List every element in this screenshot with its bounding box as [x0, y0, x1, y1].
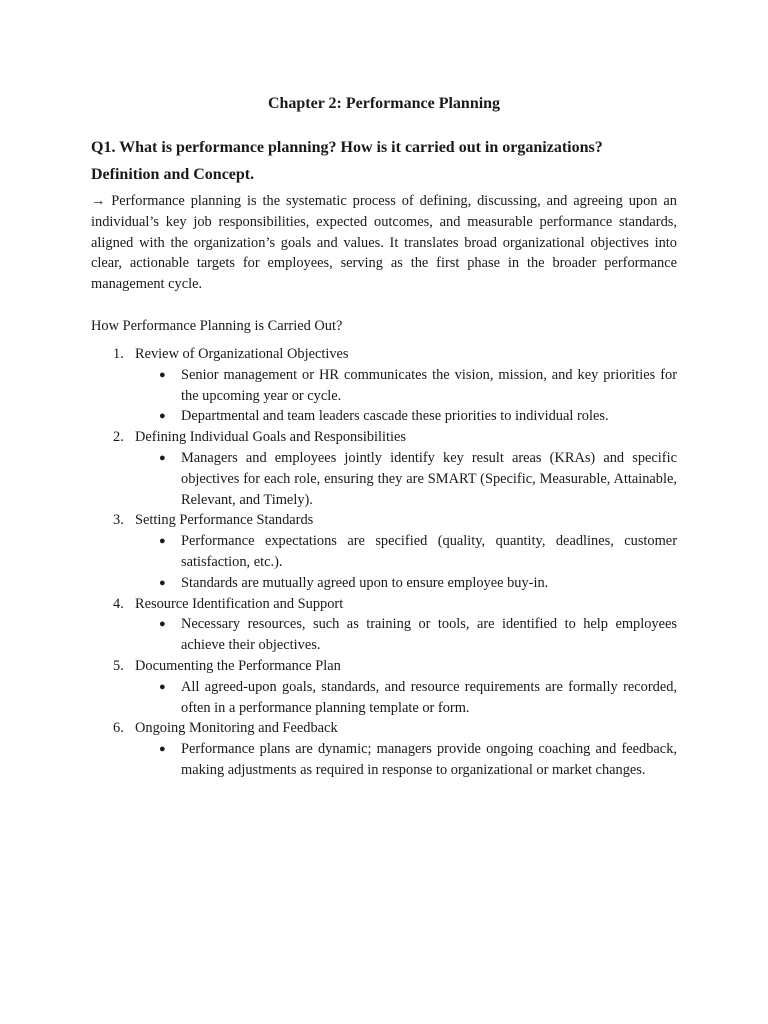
step-number: 2. [113, 429, 124, 446]
step-item [91, 718, 677, 780]
step-bullets [135, 677, 677, 719]
bullet-item [135, 739, 677, 781]
bullet-dot-icon: ● [159, 368, 166, 381]
bullet-dot-icon: ● [159, 680, 166, 693]
bullet-item [135, 614, 677, 656]
bullet-dot-icon: ● [159, 410, 166, 423]
step-title: Documenting the Performance Plan [135, 657, 341, 674]
chapter-title: Chapter 2: Performance Planning [267, 95, 501, 112]
step-bullets [135, 614, 677, 656]
step-number: 1. [113, 346, 124, 362]
step-item [91, 344, 677, 427]
bullet-text: Managers and employees jointly identify key result areas (KRAs) and specific objectives for each role, ensuring they are SMART (Specific, Measurable, Attainable, Relevant, and Timely). [181, 449, 677, 508]
step-bullets [135, 448, 677, 510]
step-title: Defining Individual Goals and Responsibilities [135, 429, 406, 446]
step-item [91, 510, 677, 593]
step-item [91, 594, 677, 656]
process-heading: How Performance Planning is Carried Out? [91, 318, 343, 334]
bullet-item [135, 448, 677, 510]
bullet-item [135, 573, 677, 594]
bullet-item [135, 531, 677, 573]
question-heading: Q1. What is performance planning? How is it carried out in organizations? [91, 139, 603, 156]
step-item [91, 656, 677, 718]
bullet-text: All agreed-upon goals, standards, and resource requirements are formally recorded, often in a performance planning template or form. [181, 678, 677, 716]
bullet-item [135, 365, 677, 407]
bullet-dot-icon: ● [159, 451, 166, 464]
bullet-text: Performance expectations are specified (quality, quantity, deadlines, customer satisfaction, etc.). [181, 533, 677, 570]
step-title: Ongoing Monitoring and Feedback [135, 720, 338, 737]
step-title: Resource Identification and Support [135, 595, 344, 612]
process-steps-list [91, 344, 677, 781]
step-number: 5. [113, 657, 124, 674]
bullet-dot-icon: ● [159, 618, 166, 631]
bullet-text: Performance plans are dynamic; managers provide ongoing coaching and feedback, making adjustments as required in response to organizational or market changes. [181, 741, 677, 778]
step-title: Setting Performance Standards [135, 512, 314, 529]
bullet-item [135, 677, 677, 719]
bullet-dot-icon: ● [159, 743, 166, 756]
step-number: 3. [113, 512, 124, 529]
bullet-dot-icon: ● [159, 576, 166, 589]
definition-subheading: Definition and Concept. [91, 166, 255, 183]
step-number: 4. [113, 595, 124, 612]
bullet-dot-icon: ● [159, 535, 166, 548]
step-title: Review of Organizational Objectives [135, 346, 349, 362]
bullet-text: Standards are mutually agreed upon to ensure employee buy-in. [181, 574, 549, 591]
step-bullets [135, 739, 677, 781]
bullet-text: Necessary resources, such as training or tools, are identified to help employees achieve their objectives. [181, 616, 677, 654]
step-bullets [135, 365, 677, 427]
definition-paragraph: → Performance planning is the systematic process of defining, discussing, and agreeing upon an individual’s key job responsibilities, expected outcomes, and measurable performance standards, aligned with the organization’s goals and values. It translates broad organizational objectives into clear, actionable targets for employees, serving as the first phase in the broader performance management cycle. [91, 193, 677, 293]
bullet-text: Senior management or HR communicates the vision, mission, and key priorities for the upcoming year or cycle. [181, 366, 677, 404]
step-item [91, 427, 677, 510]
bullet-text: Departmental and team leaders cascade these priorities to individual roles. [181, 408, 609, 425]
bullet-item [135, 406, 677, 427]
step-number: 6. [113, 720, 124, 737]
step-bullets [135, 531, 677, 593]
